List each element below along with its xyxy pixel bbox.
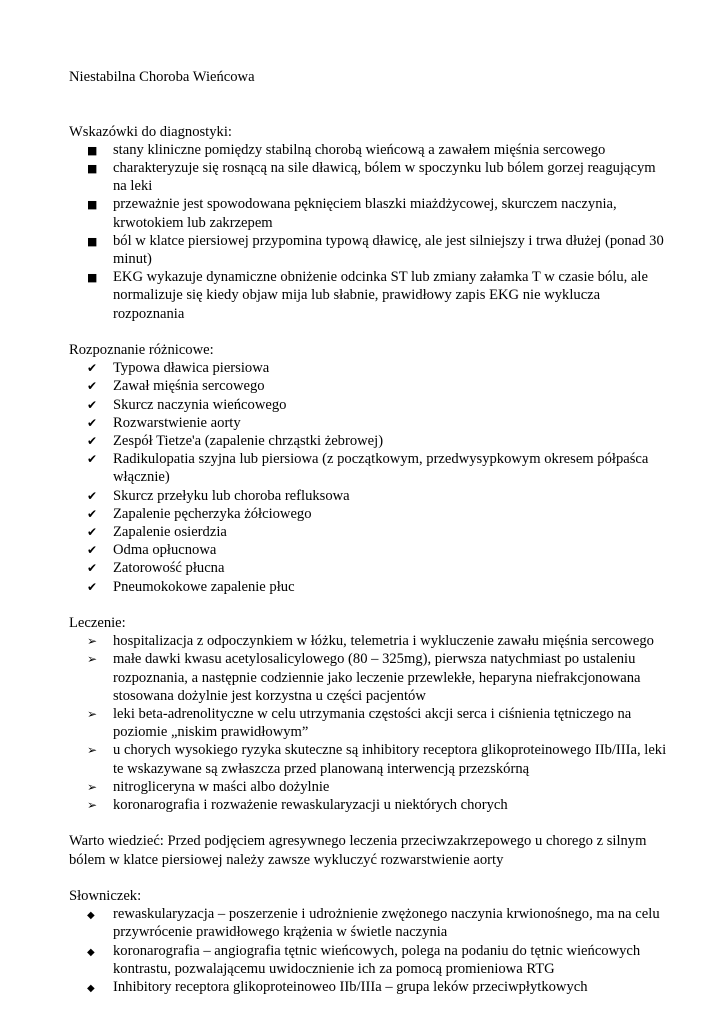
differential-list [69, 359, 669, 596]
check-bullet-icon [87, 450, 107, 468]
square-bullet-icon [87, 195, 107, 214]
check-bullet-icon [87, 505, 107, 523]
list-item [69, 632, 669, 650]
list-item [69, 578, 669, 596]
check-bullet-icon [87, 523, 107, 541]
list-item-text: Zapalenie osierdzia [113, 524, 227, 541]
list-item-text: Radikulopatia szyjna lub piersiowa (z początkowym, przedwysypkowym okresem półpaśca włącznie) [113, 451, 649, 486]
list-item [69, 141, 669, 159]
arrow-bullet-icon [87, 632, 107, 650]
list-item-text: charakteryzuje się rosnącą na sile dławicą, bólem w spoczynku lub bólem gorzej reagującym na leki [113, 159, 656, 195]
arrow-bullet-icon [87, 705, 107, 723]
list-item-text: koronarografia i rozważenie rewaskularyzacji u niektórych chorych [113, 797, 508, 814]
diamond-bullet-icon [87, 942, 107, 962]
list-item [69, 377, 669, 395]
list-item [69, 268, 669, 323]
spacer [69, 596, 669, 614]
check-bullet-icon [87, 487, 107, 505]
diagnostics-heading: Wskazówki do diagnostyki: [69, 123, 232, 140]
check-bullet-icon [87, 432, 107, 450]
list-item-text: koronarografia – angiografia tętnic wieńcowych, polega na podaniu do tętnic wieńcowych kontrastu, pozwalającemu uwidocznienie ich za pomocą promieniowa RTG [113, 942, 641, 977]
treatment-list [69, 632, 669, 814]
list-item [69, 396, 669, 414]
list-item-text: hospitalizacja z odpoczynkiem w łóżku, telemetria i wykluczenie zawału mięśnia sercowego [113, 633, 654, 650]
diamond-bullet-icon [87, 978, 107, 998]
check-bullet-icon [87, 559, 107, 577]
differential-heading: Rozpoznanie różnicowe: [69, 342, 214, 358]
list-item-text: Typowa dławica piersiowa [113, 360, 270, 377]
list-item-text: Zespół Tietze'a (zapalenie chrząstki żebrowej) [113, 433, 384, 450]
list-item [69, 505, 669, 523]
list-item [69, 905, 669, 941]
list-item-text: Zawał mięśnia sercowego [113, 378, 265, 395]
list-item [69, 559, 669, 577]
list-item [69, 432, 669, 450]
document-body [69, 68, 669, 996]
arrow-bullet-icon [87, 650, 107, 668]
diamond-bullet-icon [87, 905, 107, 925]
check-bullet-icon [87, 396, 107, 414]
list-item-text: Odma opłucnowa [113, 542, 217, 559]
square-bullet-icon [87, 159, 107, 178]
list-item-text: rewaskularyzacja – poszerzenie i udrożnienie zwężonego naczynia krwionośnego, ma na celu przywrócenie prawidłowego krążenia w świetle naczynia [113, 906, 660, 941]
list-item-text: Pneumokokowe zapalenie płuc [113, 578, 295, 595]
spacer [69, 104, 669, 122]
list-item [69, 942, 669, 978]
square-bullet-icon [87, 232, 107, 251]
check-bullet-icon [87, 377, 107, 395]
arrow-bullet-icon [87, 741, 107, 759]
list-item-text: Skurcz przełyku lub choroba refluksowa [113, 487, 350, 504]
list-item [69, 195, 669, 231]
list-item-text: Inhibitory receptora glikoproteinoweo IIb/IIIa – grupa leków przeciwpłytkowych [113, 979, 588, 996]
document-title: Niestabilna Choroba Wieńcowa [69, 69, 255, 85]
check-bullet-icon [87, 578, 107, 596]
check-bullet-icon [87, 359, 107, 377]
spacer [69, 869, 669, 887]
list-item-text: nitrogliceryna w maści albo dożylnie [113, 778, 330, 795]
list-item [69, 523, 669, 541]
treatment-heading: Leczenie: [69, 615, 126, 632]
glossary-heading: Słowniczek: [69, 888, 142, 905]
list-item [69, 978, 669, 996]
square-bullet-icon [87, 141, 107, 160]
list-item [69, 359, 669, 377]
list-item-text: małe dawki kwasu acetylosalicylowego (80 – 325mg), pierwsza natychmiast po ustaleniu rozpoznania, a następnie codziennie jako leczenie przewlekłe, heparyna niefrakcjonowana stosowana dożylnie jest korzystna u części pacjentów [113, 651, 641, 704]
check-bullet-icon [87, 414, 107, 432]
list-item [69, 778, 669, 796]
arrow-bullet-icon [87, 796, 107, 814]
list-item [69, 796, 669, 814]
list-item-text: Skurcz naczynia wieńcowego [113, 396, 287, 413]
list-item [69, 450, 669, 486]
list-item [69, 541, 669, 559]
list-item-text: EKG wykazuje dynamiczne obniżenie odcinka ST lub zmiany załamka T w czasie bólu, ale normalizuje się kiedy objaw mija lub słabnie, prawidłowy zapis EKG nie wyklucza rozpoznania [113, 269, 648, 322]
arrow-bullet-icon [87, 778, 107, 796]
spacer [69, 86, 669, 104]
list-item-text: stany kliniczne pomiędzy stabilną chorobą wieńcową a zawałem mięśnia sercowego [113, 141, 606, 158]
note-paragraph: Warto wiedzieć: Przed podjęciem agresywnego leczenia przeciwzakrzepowego u chorego z silnym bólem w klatce piersiowej należy zawsze wykluczyć rozwarstwienie aorty [69, 833, 647, 868]
diagnostics-list [69, 141, 669, 323]
list-item [69, 650, 669, 705]
list-item [69, 159, 669, 195]
check-bullet-icon [87, 541, 107, 559]
list-item [69, 414, 669, 432]
list-item-text: przeważnie jest spowodowana pęknięciem blaszki miażdżycowej, skurczem naczynia, krwotokiem lub zakrzepem [113, 196, 617, 231]
list-item-text: leki beta-adrenolityczne w celu utrzymania częstości akcji serca i ciśnienia tętniczego na poziomie „niskim prawidłowym” [113, 706, 632, 741]
list-item-text: Zatorowość płucna [113, 560, 225, 577]
list-item-text: u chorych wysokiego ryzyka skuteczne są inhibitory receptora glikoproteinowego IIb/IIIa, leki te wskazywane są zwłaszcza przed planowaną interwencją przezskórną [113, 742, 667, 777]
spacer [69, 323, 669, 341]
list-item-text: Rozwarstwienie aorty [113, 414, 241, 431]
square-bullet-icon [87, 268, 107, 287]
list-item [69, 232, 669, 268]
list-item-text: Zapalenie pęcherzyka żółciowego [113, 505, 312, 522]
list-item [69, 487, 669, 505]
list-item-text: ból w klatce piersiowej przypomina typową dławicę, ale jest silniejszy i trwa dłużej (ponad 30 minut) [113, 232, 664, 267]
list-item [69, 741, 669, 777]
list-item [69, 705, 669, 741]
spacer [69, 814, 669, 832]
glossary-list [69, 905, 669, 996]
